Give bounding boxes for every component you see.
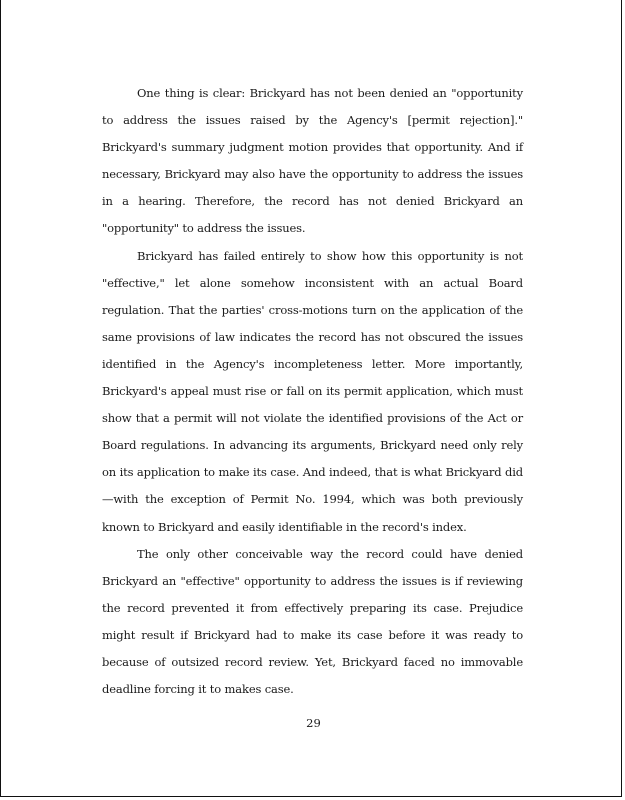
paragraph-1: One thing is clear: Brickyard has not been denied an "opportunity to address the issues raised by the Agency's [permit rejection]." Brickyard's summary judgment motion provides that opportunity. And if necessary, Brickyard may also have the opportunity to address the issues in a hearing. Therefore, the record has not denied Brickyard an "opportunity" to address the issues. bbox=[102, 86, 523, 236]
body-text bbox=[102, 80, 523, 703]
paragraph-2: Brickyard has failed entirely to show how this opportunity is not "effective," let alone somehow inconsistent with an actual Board regulation. That the parties' cross-motions turn on the application of the same provisions of law indicates the record has not obscured the issues identified in the Agency's incompleteness letter. More importantly, Brickyard's appeal must rise or fall on its permit application, which must show that a permit will not violate the identified provisions of the Act or Board regulations. In advancing its arguments, Brickyard need only rely on its application to make its case. And indeed, that is what Brickyard did—with the exception of Permit No. 1994, which was both previously known to Brickyard and easily identifiable in the record's index. bbox=[102, 248, 523, 534]
paragraph-3: The only other conceivable way the record could have denied Brickyard an "effective" opportunity to address the issues is if reviewing the record prevented it from effectively preparing its case. Prejudice might result if Brickyard had to make its case before it was ready to because of outsized record review. Yet, Brickyard faced no immovable deadline forcing it to makes case. bbox=[102, 546, 523, 697]
page-number: 29 bbox=[306, 716, 321, 730]
